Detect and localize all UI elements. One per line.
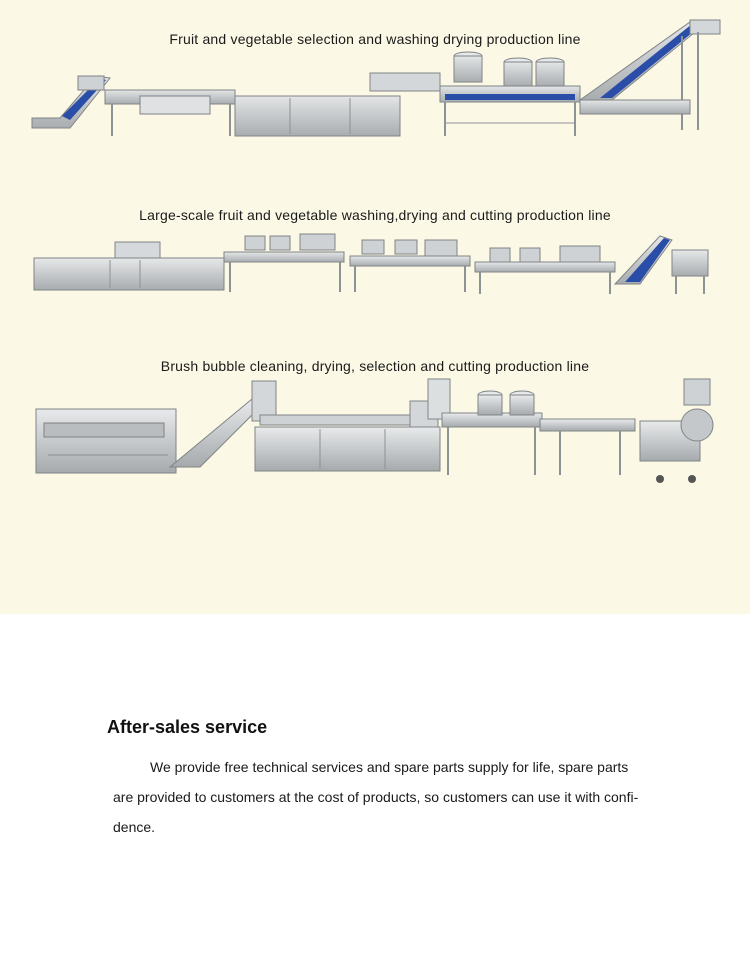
after-sales-heading: After-sales service	[107, 717, 268, 737]
line-3-title: Brush bubble cleaning, drying, selection and cutting production line	[160, 358, 590, 374]
line-1-title: Fruit and vegetable selection and washing drying production line	[169, 31, 581, 47]
line-2-title: Large-scale fruit and vegetable washing,drying and cutting production line	[139, 207, 611, 223]
line-2-machine-image	[0, 228, 750, 298]
after-sales-text-line-1: We provide free technical services and spare parts supply for life, spare parts	[150, 759, 629, 775]
line-3-machine-image	[0, 375, 750, 490]
line-1-machine-image	[0, 18, 750, 143]
after-sales-text-line-2: are provided to customers at the cost of products, so customers can use it with confi-	[113, 789, 639, 805]
after-sales-text-line-3: dence.	[113, 819, 156, 835]
